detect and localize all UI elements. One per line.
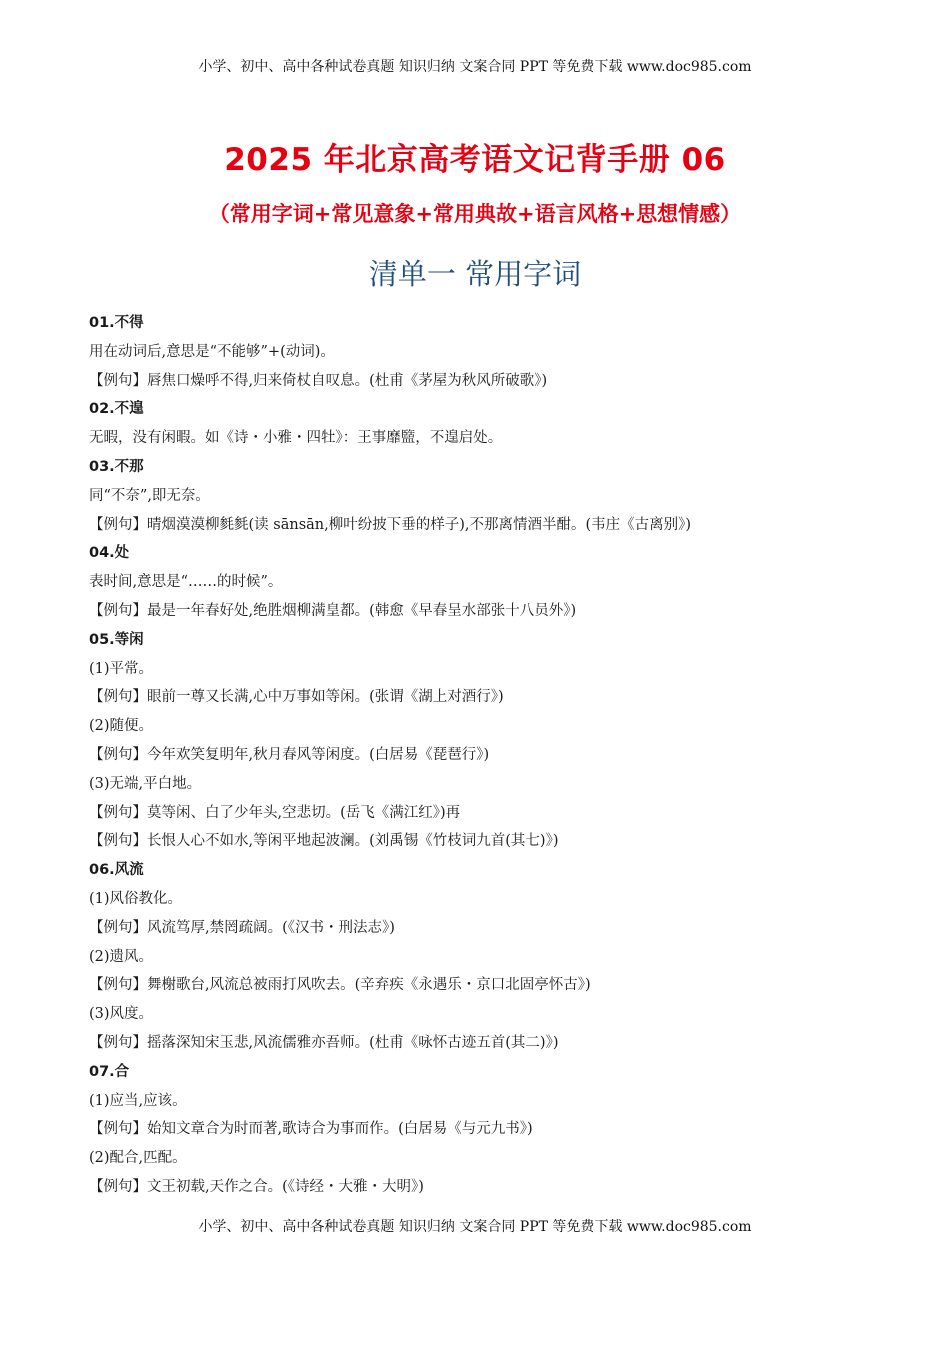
entry-example: 【例句】今年欢笑复明年,秋月春风等闲度。(白居易《琵琶行》): [89, 746, 490, 763]
entry-heading: 04.处: [89, 545, 130, 562]
entry-definition: 同“不奈”,即无奈。: [89, 487, 210, 504]
entry-example: 【例句】眼前一尊又长满,心中万事如等闲。(张谓《湖上对酒行》): [89, 689, 504, 706]
entry-example: 【例句】始知文章合为时而著,歌诗合为事而作。(白居易《与元九书》): [89, 1121, 533, 1138]
page-footer: 小学、初中、高中各种试卷真题 知识归纳 文案合同 PPT 等免费下载 www.doc985.com: [198, 1219, 752, 1235]
entry-sense: (3)无端,平白地。: [89, 775, 202, 792]
entry-sense: (2)遗风。: [89, 948, 154, 965]
document-subtitle: （常用字词+常见意象+常用典故+语言风格+思想情感）: [208, 202, 742, 226]
entry-example: 【例句】舞榭歌台,风流总被雨打风吹去。(辛弃疾《永遇乐・京口北固亭怀古》): [89, 977, 591, 994]
page-header: 小学、初中、高中各种试卷真题 知识归纳 文案合同 PPT 等免费下载 www.doc985.com: [198, 59, 752, 75]
entry-example: 【例句】莫等闲、白了少年头,空悲切。(岳飞《满江红》)再: [89, 804, 461, 821]
entry-heading: 07.合: [89, 1063, 130, 1080]
entry-example: 【例句】摇落深知宋玉悲,风流儒雅亦吾师。(杜甫《咏怀古迹五首(其二)》): [89, 1034, 559, 1051]
entry-definition: 用在动词后,意思是“不能够”+(动词)。: [89, 343, 335, 360]
entry-sense: (1)风俗教化。: [89, 890, 183, 907]
entry-example: 【例句】晴烟漠漠柳毵毵(读 sānsān,柳叶纷披下垂的样子),不那离情酒半酣。(韦庄《古离别》): [89, 516, 692, 533]
vocabulary-list: [89, 309, 889, 1202]
entry-example: 【例句】文王初载,天作之合。(《诗经・大雅・大明》): [89, 1178, 424, 1195]
entry-heading: 01.不得: [89, 315, 144, 331]
entry-example: 【例句】长恨人心不如水,等闲平地起波澜。(刘禹锡《竹枝词九首(其七)》): [89, 833, 559, 850]
entry-sense: (2)配合,匹配。: [89, 1150, 187, 1167]
section-heading: 清单一 常用字词: [368, 257, 582, 291]
entry-sense: (1)平常。: [89, 660, 154, 677]
entry-sense: (2)随便。: [89, 718, 154, 735]
document-title: 2025 年北京高考语文记背手册 06: [224, 142, 726, 178]
entry-example: 【例句】唇焦口燥呼不得,归来倚杖自叹息。(杜甫《茅屋为秋风所破歌》): [89, 372, 548, 389]
entry-sense: (3)风度。: [89, 1006, 154, 1023]
entry-example: 【例句】最是一年春好处,绝胜烟柳满皇都。(韩愈《早春呈水部张十八员外》): [89, 602, 577, 619]
entry-heading: 05.等闲: [89, 631, 144, 648]
entry-heading: 03.不那: [89, 458, 144, 475]
entry-heading: 02.不遑: [89, 401, 144, 418]
entry-heading: 06.风流: [89, 862, 144, 879]
entry-definition: 无暇，没有闲暇。如《诗・小雅・四牡》：王事靡盬，不遑启处。: [89, 430, 503, 447]
entry-definition: 表时间,意思是“……的时候”。: [89, 574, 283, 591]
entry-example: 【例句】风流笃厚,禁罔疏阔。(《汉书・刑法志》): [89, 919, 395, 936]
entry-sense: (1)应当,应该。: [89, 1092, 187, 1109]
